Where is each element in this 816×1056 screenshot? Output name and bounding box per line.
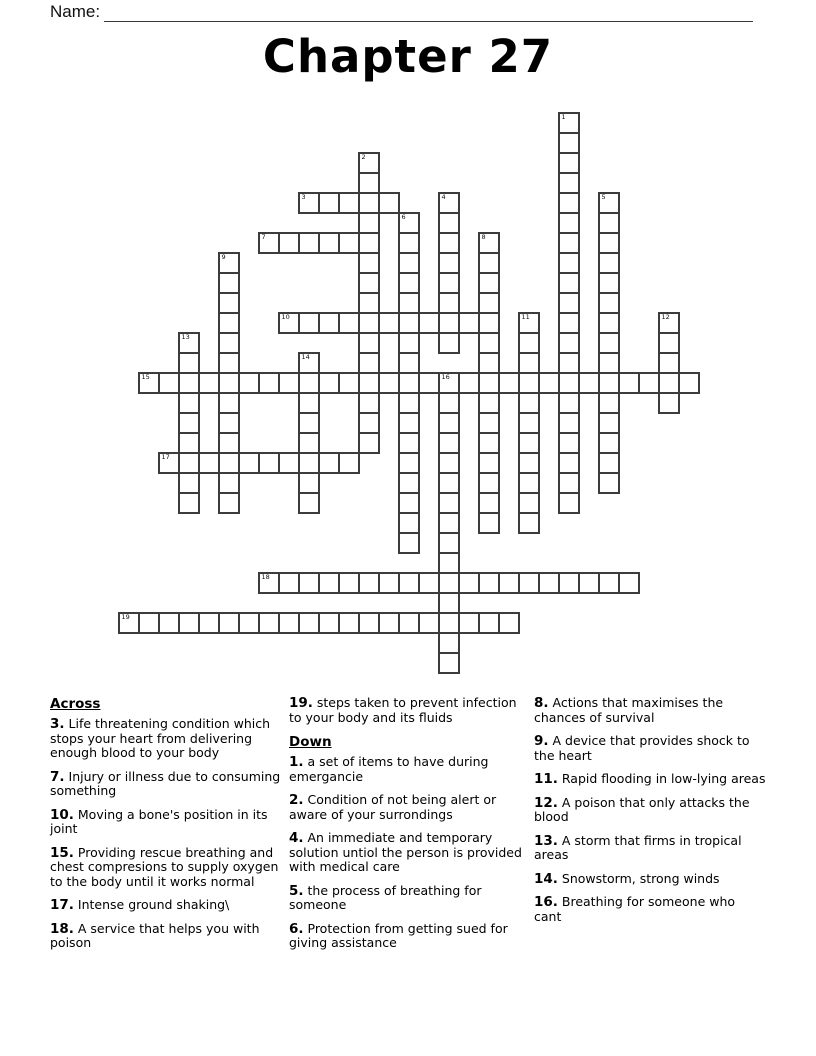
grid-cell[interactable]: [558, 472, 580, 494]
name-label: Name:: [50, 2, 101, 21]
grid-cell[interactable]: [398, 372, 420, 394]
clues-column-right: [534, 696, 766, 933]
grid-cell[interactable]: [278, 612, 300, 634]
grid-cell[interactable]: [478, 512, 500, 534]
grid-cell[interactable]: [198, 372, 220, 394]
grid-cell[interactable]: [358, 172, 380, 194]
grid-cell[interactable]: [418, 312, 440, 334]
grid-cell[interactable]: [558, 412, 580, 434]
grid-cell[interactable]: [558, 252, 580, 274]
grid-cell[interactable]: [438, 232, 460, 254]
grid-number: 2: [361, 153, 366, 161]
grid-number: 3: [301, 193, 306, 201]
grid-cell[interactable]: [478, 412, 500, 434]
grid-cell[interactable]: [278, 312, 300, 334]
grid-cell[interactable]: [598, 572, 620, 594]
grid-cell[interactable]: [258, 612, 280, 634]
grid-cell[interactable]: [398, 612, 420, 634]
grid-cell[interactable]: [478, 492, 500, 514]
grid-cell[interactable]: [518, 512, 540, 534]
grid-cell[interactable]: [298, 492, 320, 514]
grid-number: 19: [121, 613, 130, 621]
clues-column-left: [50, 696, 285, 960]
grid-cell[interactable]: [438, 312, 460, 334]
grid-cell[interactable]: [578, 572, 600, 594]
clue-number: 4.: [289, 830, 304, 846]
grid-cell[interactable]: [218, 452, 240, 474]
across-heading: Across: [50, 696, 101, 712]
grid-cell[interactable]: [558, 372, 580, 394]
down-clue-4: 4. An immediate and temporary solution untiol the person is provided with medical care: [289, 830, 522, 874]
grid-cell[interactable]: [518, 392, 540, 414]
grid-cell[interactable]: [218, 492, 240, 514]
grid-cell[interactable]: [398, 492, 420, 514]
grid-cell[interactable]: [178, 432, 200, 454]
grid-cell[interactable]: [478, 252, 500, 274]
grid-cell[interactable]: [218, 332, 240, 354]
grid-cell[interactable]: [518, 352, 540, 374]
grid-cell[interactable]: [598, 372, 620, 394]
grid-cell[interactable]: [478, 272, 500, 294]
grid-cell[interactable]: [598, 452, 620, 474]
grid-cell[interactable]: [438, 452, 460, 474]
grid-cell[interactable]: [398, 472, 420, 494]
grid-cell[interactable]: [438, 492, 460, 514]
grid-cell[interactable]: [438, 572, 460, 594]
grid-cell[interactable]: [358, 212, 380, 234]
grid-cell[interactable]: [598, 332, 620, 354]
grid-cell[interactable]: [598, 412, 620, 434]
grid-cell[interactable]: [558, 492, 580, 514]
grid-number: 18: [261, 573, 270, 581]
grid-cell[interactable]: [518, 492, 540, 514]
grid-cell[interactable]: [478, 612, 500, 634]
grid-cell[interactable]: [338, 232, 360, 254]
grid-cell[interactable]: [298, 452, 320, 474]
grid-cell[interactable]: [438, 592, 460, 614]
grid-cell[interactable]: [558, 152, 580, 174]
grid-cell[interactable]: [218, 412, 240, 434]
across-clue-17: 17. Intense ground shaking\: [50, 897, 230, 913]
grid-cell[interactable]: [478, 372, 500, 394]
down-clue-1: 1. a set of items to have during emergancie: [289, 754, 489, 784]
grid-cell[interactable]: [318, 372, 340, 394]
grid-cell[interactable]: [318, 192, 340, 214]
across-clue-19: 19. steps taken to prevent infection to your body and its fluids: [289, 695, 517, 725]
grid-cell[interactable]: [438, 612, 460, 634]
grid-cell[interactable]: [178, 332, 200, 354]
grid-cell[interactable]: [358, 152, 380, 174]
grid-cell[interactable]: [358, 572, 380, 594]
grid-cell[interactable]: [258, 572, 280, 594]
grid-cell[interactable]: [298, 232, 320, 254]
grid-cell[interactable]: [358, 332, 380, 354]
clue-number: 5.: [289, 882, 304, 899]
grid-cell[interactable]: [178, 452, 200, 474]
clue-number: 15.: [50, 844, 74, 861]
grid-cell[interactable]: [418, 372, 440, 394]
grid-cell[interactable]: [558, 292, 580, 314]
grid-cell[interactable]: [598, 192, 620, 214]
grid-number: 7: [261, 233, 266, 241]
grid-cell[interactable]: [478, 572, 500, 594]
grid-cell[interactable]: [218, 352, 240, 374]
grid-cell[interactable]: [238, 372, 260, 394]
grid-cell[interactable]: [398, 272, 420, 294]
grid-cell[interactable]: [598, 292, 620, 314]
grid-cell[interactable]: [278, 372, 300, 394]
grid-cell[interactable]: [178, 372, 200, 394]
down-clue-9: 9. A device that provides shock to the heart: [534, 733, 750, 763]
grid-cell[interactable]: [558, 432, 580, 454]
clue-number: 6.: [289, 920, 304, 937]
grid-cell[interactable]: [138, 372, 160, 394]
grid-number: 13: [181, 333, 190, 341]
grid-cell[interactable]: [218, 272, 240, 294]
grid-cell[interactable]: [338, 452, 360, 474]
grid-cell[interactable]: [278, 232, 300, 254]
grid-cell[interactable]: [518, 452, 540, 474]
grid-cell[interactable]: [118, 612, 140, 634]
clue-number: 8.: [534, 695, 549, 711]
grid-cell[interactable]: [438, 212, 460, 234]
grid-cell[interactable]: [558, 192, 580, 214]
grid-cell[interactable]: [398, 252, 420, 274]
grid-cell[interactable]: [618, 572, 640, 594]
across-clue-15: 15. Providing rescue breathing and chest compresions to supply oxygen to the body until it works normal: [50, 844, 279, 889]
grid-cell[interactable]: [398, 432, 420, 454]
grid-cell[interactable]: [258, 372, 280, 394]
grid-cell[interactable]: [478, 432, 500, 454]
grid-cell[interactable]: [338, 572, 360, 594]
grid-cell[interactable]: [378, 372, 400, 394]
grid-cell[interactable]: [318, 452, 340, 474]
grid-cell[interactable]: [418, 612, 440, 634]
down-clue-13: 13. A storm that firms in tropical areas: [534, 832, 742, 862]
grid-cell[interactable]: [378, 192, 400, 214]
grid-cell[interactable]: [558, 572, 580, 594]
grid-number: 8: [481, 233, 486, 241]
clue-number: 14.: [534, 870, 558, 887]
grid-cell[interactable]: [518, 332, 540, 354]
grid-cell[interactable]: [298, 372, 320, 394]
grid-cell[interactable]: [398, 332, 420, 354]
grid-cell[interactable]: [558, 352, 580, 374]
grid-cell[interactable]: [338, 312, 360, 334]
crossword-grid: [119, 113, 699, 673]
grid-cell[interactable]: [358, 292, 380, 314]
grid-cell[interactable]: [358, 192, 380, 214]
clue-number: 2.: [289, 792, 304, 808]
grid-cell[interactable]: [518, 372, 540, 394]
grid-cell[interactable]: [398, 512, 420, 534]
grid-cell[interactable]: [398, 532, 420, 554]
grid-cell[interactable]: [478, 392, 500, 414]
grid-cell[interactable]: [658, 312, 680, 334]
grid-cell[interactable]: [398, 392, 420, 414]
grid-cell[interactable]: [258, 452, 280, 474]
grid-number: 15: [141, 373, 150, 381]
grid-cell[interactable]: [598, 352, 620, 374]
grid-cell[interactable]: [238, 452, 260, 474]
grid-cell[interactable]: [558, 232, 580, 254]
grid-cell[interactable]: [378, 572, 400, 594]
grid-cell[interactable]: [458, 372, 480, 394]
grid-number: 11: [521, 313, 530, 321]
grid-cell[interactable]: [438, 392, 460, 414]
grid-cell[interactable]: [478, 232, 500, 254]
down-clue-8: 8. Actions that maximises the chances of survival: [534, 695, 724, 725]
grid-cell[interactable]: [678, 372, 700, 394]
grid-cell[interactable]: [638, 372, 660, 394]
grid-cell[interactable]: [498, 372, 520, 394]
grid-cell[interactable]: [318, 612, 340, 634]
across-clue-10: 10. Moving a bone's position in its joint: [50, 806, 268, 836]
grid-cell[interactable]: [398, 212, 420, 234]
down-clue-6: 6. Protection from getting sued for giving assistance: [289, 920, 508, 950]
grid-number: 6: [401, 213, 406, 221]
grid-cell[interactable]: [598, 232, 620, 254]
grid-number: 12: [661, 313, 670, 321]
grid-cell[interactable]: [538, 372, 560, 394]
grid-cell[interactable]: [438, 432, 460, 454]
grid-cell[interactable]: [218, 372, 240, 394]
grid-cell[interactable]: [438, 652, 460, 674]
grid-cell[interactable]: [218, 252, 240, 274]
grid-cell[interactable]: [278, 572, 300, 594]
grid-cell[interactable]: [298, 352, 320, 374]
grid-cell[interactable]: [438, 332, 460, 354]
grid-number: 9: [221, 253, 226, 261]
grid-cell[interactable]: [438, 272, 460, 294]
clue-number: 19.: [289, 695, 313, 711]
across-clue-3: 3. Life threatening condition which stops your heart from delivering enough blood to your body: [50, 716, 271, 760]
grid-cell[interactable]: [218, 292, 240, 314]
grid-cell[interactable]: [318, 312, 340, 334]
grid-cell[interactable]: [338, 612, 360, 634]
clues-column-middle: [289, 696, 531, 960]
grid-cell[interactable]: [458, 572, 480, 594]
grid-cell[interactable]: [398, 452, 420, 474]
grid-cell[interactable]: [438, 192, 460, 214]
grid-cell[interactable]: [158, 372, 180, 394]
down-clue-11: 11. Rapid flooding in low-lying areas: [534, 771, 766, 787]
down-clue-14: 14. Snowstorm, strong winds: [534, 870, 720, 887]
grid-cell[interactable]: [378, 312, 400, 334]
grid-cell[interactable]: [198, 612, 220, 634]
grid-cell[interactable]: [558, 112, 580, 134]
grid-cell[interactable]: [558, 212, 580, 234]
grid-cell[interactable]: [498, 612, 520, 634]
grid-cell[interactable]: [298, 572, 320, 594]
grid-cell[interactable]: [458, 612, 480, 634]
grid-cell[interactable]: [478, 332, 500, 354]
clue-number: 13.: [534, 832, 558, 849]
grid-cell[interactable]: [358, 432, 380, 454]
grid-cell[interactable]: [658, 332, 680, 354]
grid-cell[interactable]: [598, 212, 620, 234]
clue-number: 16.: [534, 894, 558, 910]
across-clue-18: 18. A service that helps you with poison: [50, 920, 260, 950]
grid-cell[interactable]: [178, 492, 200, 514]
grid-cell[interactable]: [178, 612, 200, 634]
grid-cell[interactable]: [358, 272, 380, 294]
grid-cell[interactable]: [598, 392, 620, 414]
grid-number: 5: [601, 193, 606, 201]
grid-cell[interactable]: [478, 352, 500, 374]
grid-cell[interactable]: [518, 472, 540, 494]
grid-cell[interactable]: [258, 232, 280, 254]
grid-cell[interactable]: [598, 432, 620, 454]
grid-cell[interactable]: [358, 352, 380, 374]
grid-cell[interactable]: [178, 352, 200, 374]
grid-cell[interactable]: [398, 412, 420, 434]
grid-cell[interactable]: [218, 392, 240, 414]
grid-cell[interactable]: [218, 472, 240, 494]
grid-cell[interactable]: [398, 352, 420, 374]
clue-number: 17.: [50, 897, 74, 913]
grid-cell[interactable]: [438, 412, 460, 434]
down-clue-16: 16. Breathing for someone who cant: [534, 894, 736, 924]
down-clue-12: 12. A poison that only attacks the blood: [534, 794, 750, 824]
grid-cell[interactable]: [358, 412, 380, 434]
grid-number: 16: [441, 373, 450, 381]
grid-cell[interactable]: [138, 612, 160, 634]
grid-cell[interactable]: [198, 452, 220, 474]
grid-cell[interactable]: [478, 472, 500, 494]
grid-cell[interactable]: [598, 472, 620, 494]
grid-cell[interactable]: [598, 312, 620, 334]
grid-number: 4: [441, 193, 446, 201]
grid-cell[interactable]: [438, 252, 460, 274]
grid-cell[interactable]: [558, 172, 580, 194]
page-title: Chapter 27: [262, 30, 554, 83]
grid-cell[interactable]: [298, 192, 320, 214]
grid-cell[interactable]: [558, 132, 580, 154]
clue-number: 7.: [50, 768, 65, 785]
grid-cell[interactable]: [358, 612, 380, 634]
grid-cell[interactable]: [178, 392, 200, 414]
grid-cell[interactable]: [398, 572, 420, 594]
grid-cell[interactable]: [398, 292, 420, 314]
grid-cell[interactable]: [538, 572, 560, 594]
grid-cell[interactable]: [358, 312, 380, 334]
clue-number: 9.: [534, 733, 549, 749]
grid-cell[interactable]: [338, 192, 360, 214]
grid-cell[interactable]: [558, 392, 580, 414]
grid-cell[interactable]: [658, 352, 680, 374]
name-blank-line[interactable]: [104, 21, 753, 22]
grid-cell[interactable]: [558, 452, 580, 474]
grid-cell[interactable]: [238, 612, 260, 634]
grid-cell[interactable]: [158, 612, 180, 634]
clues-section: [0, 696, 816, 996]
grid-cell[interactable]: [418, 572, 440, 594]
grid-number: 17: [161, 453, 170, 461]
grid-cell[interactable]: [438, 532, 460, 554]
grid-cell[interactable]: [298, 432, 320, 454]
grid-cell[interactable]: [298, 412, 320, 434]
grid-number: 1: [561, 113, 566, 121]
grid-cell[interactable]: [438, 372, 460, 394]
grid-cell[interactable]: [218, 432, 240, 454]
grid-number: 10: [281, 313, 290, 321]
grid-cell[interactable]: [558, 272, 580, 294]
grid-cell[interactable]: [298, 312, 320, 334]
grid-cell[interactable]: [658, 372, 680, 394]
grid-cell[interactable]: [458, 312, 480, 334]
grid-cell[interactable]: [358, 392, 380, 414]
grid-cell[interactable]: [358, 232, 380, 254]
grid-cell[interactable]: [378, 612, 400, 634]
grid-cell[interactable]: [358, 372, 380, 394]
grid-cell[interactable]: [578, 372, 600, 394]
grid-cell[interactable]: [438, 632, 460, 654]
grid-cell[interactable]: [618, 372, 640, 394]
grid-cell[interactable]: [298, 612, 320, 634]
down-clue-2: 2. Condition of not being alert or aware of your surrondings: [289, 792, 497, 822]
grid-cell[interactable]: [398, 312, 420, 334]
grid-cell[interactable]: [218, 612, 240, 634]
clue-number: 18.: [50, 920, 74, 937]
grid-cell[interactable]: [598, 252, 620, 274]
clue-number: 12.: [534, 794, 558, 811]
grid-cell[interactable]: [438, 512, 460, 534]
grid-cell[interactable]: [398, 232, 420, 254]
grid-cell[interactable]: [518, 572, 540, 594]
grid-cell[interactable]: [558, 312, 580, 334]
grid-cell[interactable]: [438, 552, 460, 574]
clue-number: 10.: [50, 806, 74, 823]
down-heading: Down: [289, 734, 332, 750]
grid-cell[interactable]: [178, 412, 200, 434]
grid-cell[interactable]: [218, 312, 240, 334]
grid-cell[interactable]: [558, 332, 580, 354]
grid-cell[interactable]: [158, 452, 180, 474]
grid-cell[interactable]: [318, 572, 340, 594]
grid-cell[interactable]: [438, 292, 460, 314]
down-clue-5: 5. the process of breathing for someone: [289, 882, 482, 912]
clue-number: 1.: [289, 754, 304, 770]
grid-cell[interactable]: [298, 472, 320, 494]
grid-cell[interactable]: [518, 312, 540, 334]
grid-cell[interactable]: [518, 412, 540, 434]
clue-number: 11.: [534, 771, 558, 787]
grid-cell[interactable]: [358, 252, 380, 274]
grid-cell[interactable]: [338, 372, 360, 394]
grid-cell[interactable]: [478, 292, 500, 314]
grid-cell[interactable]: [178, 472, 200, 494]
grid-cell[interactable]: [498, 572, 520, 594]
grid-cell[interactable]: [478, 452, 500, 474]
grid-cell[interactable]: [298, 392, 320, 414]
grid-cell[interactable]: [598, 272, 620, 294]
grid-cell[interactable]: [318, 232, 340, 254]
grid-cell[interactable]: [658, 392, 680, 414]
grid-number: 14: [301, 353, 310, 361]
grid-cell[interactable]: [518, 432, 540, 454]
across-clue-7: 7. Injury or illness due to consuming something: [50, 768, 281, 798]
clue-number: 3.: [50, 716, 65, 732]
grid-cell[interactable]: [278, 452, 300, 474]
grid-cell[interactable]: [478, 312, 500, 334]
grid-cell[interactable]: [438, 472, 460, 494]
